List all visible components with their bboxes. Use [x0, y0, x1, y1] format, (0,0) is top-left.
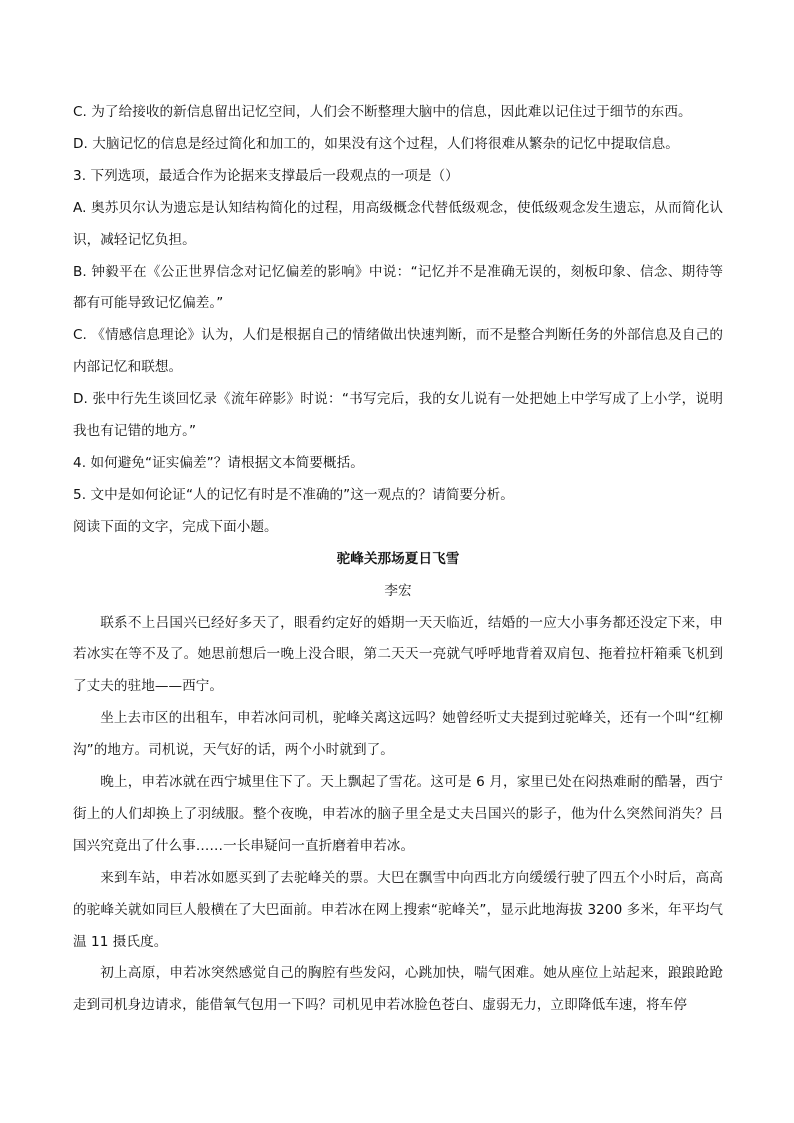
question-4: 4. 如何避免“证实偏差”？请根据文本简要概括。: [73, 454, 364, 471]
option-q3-a: A. 奥苏贝尔认为遗忘是认知结构简化的过程，用高级概念代替低级观念，使低级观念发生遗忘，从而简化认识，减轻记忆负担。: [73, 199, 723, 248]
reading-instruction: 阅读下面的文字，完成下面小题。: [73, 518, 278, 535]
option-q3-b: B. 钟毅平在《公正世界信念对记忆偏差的影响》中说：“记忆并不是准确无误的，刻板印象、信念、期待等都有可能导致记忆偏差。”: [73, 263, 723, 312]
question-3-stem: 3. 下列选项，最适合作为论据来支撑最后一段观点的一项是（）: [73, 167, 459, 184]
story-title: 驼峰关那场夏日飞雪: [336, 550, 460, 567]
option-q3-c: C. 《情感信息理论》认为，人们是根据自己的情绪做出快速判断，而不是整合判断任务的外部信息及自己的内部记忆和联想。: [73, 327, 723, 376]
option-q3-d: D. 张中行先生谈回忆录《流年碎影》时说：“书写完后，我的女儿说有一处把她上中学写成了上小学，说明我也有记错的地方。”: [73, 391, 723, 440]
story-paragraph: 来到车站，申若冰如愿买到了去驼峰关的票。大巴在飘雪中向西北方向缓缓行驶了四五个小时后，高高的驼峰关就如同巨人般横在了大巴面前。申若冰在网上搜索“驼峰关”，显示此地海拔 3200 多米，年平均气温 11 摄氏度。: [73, 869, 723, 950]
story-paragraph: 联系不上吕国兴已经好多天了，眼看约定好的婚期一天天临近，结婚的一应大小事务都还没定下来，申若冰实在等不及了。她思前想后一晚上没合眼，第二天天一亮就气呼呼地背着双肩包、拖着拉杆箱乘飞机到了丈夫的驻地——西宁。: [73, 614, 723, 695]
story-author: 李宏: [384, 582, 412, 599]
story-paragraph: 坐上去市区的出租车，申若冰问司机，驼峰关离这远吗？她曾经听丈夫提到过驼峰关，还有一个叫“红柳沟”的地方。司机说，天气好的话，两个小时就到了。: [73, 710, 723, 759]
story-paragraph: 晚上，申若冰就在西宁城里住下了。天上飘起了雪花。这可是 6 月，家里已处在闷热难耐的酷暑，西宁街上的人们却换上了羽绒服。整个夜晚，申若冰的脑子里全是丈夫吕国兴的影子，他为什么突然间消失？吕国兴究竟出了什么事……一长串疑问一直折磨着申若冰。: [73, 774, 723, 854]
option-q2-c: C. 为了给接收的新信息留出记忆空间，人们会不断整理大脑中的信息，因此难以记住过于细节的东西。: [73, 104, 692, 120]
option-q2-d: D. 大脑记忆的信息是经过简化和加工的，如果没有这个过程，人们将很难从繁杂的记忆中提取信息。: [73, 135, 679, 152]
question-5: 5. 文中是如何论证“人的记忆有时是不准确的”这一观点的？请简要分析。: [73, 486, 514, 503]
story-paragraph: 初上高原，申若冰突然感觉自己的胸腔有些发闷，心跳加快，喘气困难。她从座位上站起来，踉踉跄跄走到司机身边请求，能借氧气包用一下吗？司机见申若冰脸色苍白、虚弱无力，立即降低车速，将车停: [73, 965, 723, 1014]
document-content: [73, 97, 723, 1022]
